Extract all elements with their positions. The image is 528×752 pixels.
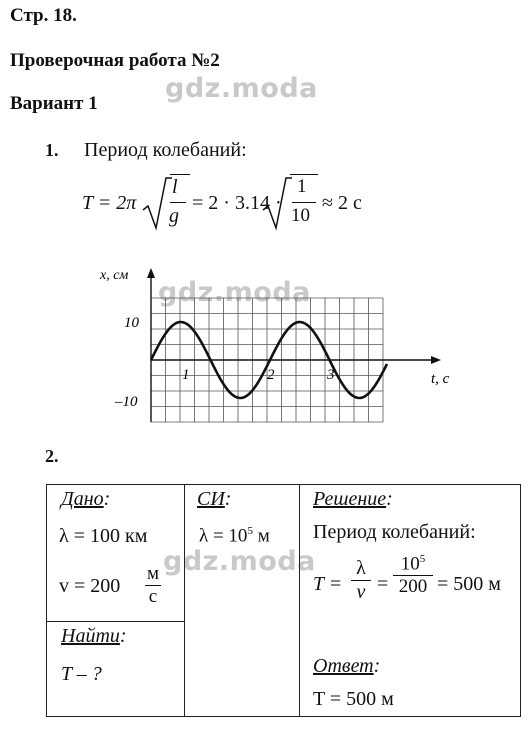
- column-divider: [299, 485, 300, 716]
- page-label: Стр. 18.: [10, 5, 77, 26]
- solution-header: [313, 488, 393, 511]
- y-tick-bottom: –10: [115, 394, 138, 410]
- frac1-denominator: v: [356, 581, 366, 603]
- frac1-numerator: λ: [351, 557, 371, 581]
- solution-header-text: Решение: [313, 488, 387, 510]
- formula-g: g: [169, 205, 179, 227]
- given-header-text: Дано: [61, 488, 104, 510]
- solution-frac-2: [393, 553, 433, 598]
- column-divider: [184, 485, 185, 716]
- si-lambda: [199, 525, 270, 547]
- formula-lhs: T = 2π: [82, 192, 137, 214]
- solution-label: Период колебаний:: [313, 521, 476, 543]
- formula-result: ≈ 2 с: [322, 192, 362, 214]
- sqrt-sign-2: [262, 176, 292, 234]
- si-lambda-exponent: 5: [247, 525, 253, 537]
- y-tick-top: 10: [124, 315, 139, 331]
- task1-number: 1.: [45, 140, 59, 160]
- find-value: T – ?: [61, 663, 102, 685]
- answer-header-text: Ответ: [313, 655, 374, 677]
- si-lambda-unit: м: [257, 525, 270, 547]
- find-header-text: Найти: [61, 625, 120, 647]
- si-lambda-base: λ = 10: [199, 525, 248, 547]
- solution-frac-1: [351, 557, 371, 604]
- formula-mid: = 2 · 3.14 ·: [192, 192, 282, 214]
- fraction-bar-1: [170, 202, 186, 203]
- answer-header: [313, 655, 380, 678]
- si-header-text: СИ: [197, 488, 225, 510]
- frac2-num-exponent: 5: [419, 553, 426, 565]
- answer-value: T = 500 м: [313, 688, 394, 710]
- si-header: [197, 488, 231, 511]
- solution-header-colon: :: [386, 488, 393, 510]
- formula-one: 1: [297, 176, 307, 197]
- x-tick-3: 3: [327, 367, 335, 383]
- y-axis-label: x, см: [100, 268, 129, 283]
- frac2-num-base: 10: [400, 553, 420, 575]
- x-tick-1: 1: [182, 367, 190, 383]
- given-lambda: λ = 100 км: [59, 525, 148, 547]
- answer-header-colon: :: [373, 655, 381, 677]
- watermark-part-a: gdz: [165, 73, 221, 104]
- work-title: Проверочная работа №2: [10, 50, 220, 71]
- sqrt-bar-2: [290, 174, 318, 175]
- task1-label: Период колебаний:: [84, 139, 247, 161]
- sqrt-sign-1: [142, 176, 172, 234]
- x-axis-label: t, с: [431, 371, 450, 387]
- watermark-part-a: gdz: [158, 277, 214, 308]
- solution-result: = 500 м: [437, 573, 501, 595]
- watermark-part-b: .moda: [213, 277, 311, 308]
- find-header-colon: :: [119, 625, 127, 647]
- frac2-denominator: 200: [398, 576, 428, 598]
- sqrt-bar-1: [170, 174, 190, 175]
- watermark-part-a: gdz: [163, 546, 219, 577]
- oscillation-graph: [95, 262, 455, 434]
- solution-eq: =: [377, 573, 389, 595]
- formula-l: l: [172, 176, 178, 198]
- unit-numerator: м: [147, 563, 160, 584]
- given-header-colon: :: [103, 488, 111, 510]
- given-header: [61, 488, 110, 511]
- variant-label: Вариант 1: [10, 93, 98, 114]
- solution-t: T =: [313, 573, 343, 595]
- solution-table: [46, 484, 521, 717]
- x-axis-arrow: [431, 356, 441, 364]
- unit-denominator: с: [148, 586, 158, 607]
- y-axis-arrow: [147, 268, 155, 278]
- find-header: [61, 625, 127, 648]
- fraction-bar-2: [292, 202, 316, 203]
- si-header-colon: :: [224, 488, 232, 510]
- task2-number: 2.: [45, 446, 59, 466]
- given-velocity: v = 200: [59, 575, 121, 597]
- frac2-numerator: [393, 553, 433, 576]
- watermark: [165, 73, 318, 104]
- formula-ten: 10: [291, 205, 310, 226]
- x-tick-2: 2: [267, 367, 275, 383]
- watermark-part-b: .moda: [220, 73, 318, 104]
- given-velocity-unit: [145, 563, 161, 608]
- row-divider: [47, 621, 184, 622]
- watermark-part-b: .moda: [218, 546, 316, 577]
